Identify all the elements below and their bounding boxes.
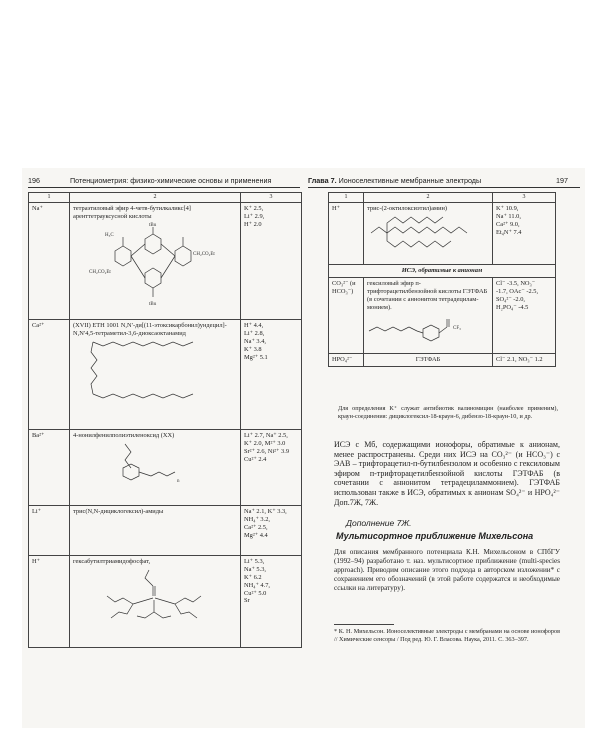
- ionophore-name: гексабутилтриамидофосфат,: [73, 558, 151, 566]
- col-header: 2: [70, 193, 241, 203]
- selectivity-value: K⁺ 6.2: [244, 573, 262, 581]
- selectivity-cell: [241, 320, 302, 430]
- footnote: * К. Н. Михельсон. Ионоселективные электроды с мембранами на основе ионофоров // Химические сенсоры / Под ред. Ю. Г. Власова. Наука, 2011. С. 363–397.: [334, 628, 560, 643]
- addendum-title: Мультисортное приближение Михельсона: [336, 531, 534, 541]
- paragraph: Для описания мембранного потенциала К.Н. Михельсоном в СПбГУ (1992–94) разработано т. наз. мультисортное приближение (multi-species approach). Приводим описание этого подхода в авторском изложении* с сохранением его обозначений (в этой работе содержатся и необходимые ссылки на литературу).: [334, 548, 560, 592]
- ion-cell: Li⁺: [29, 506, 70, 556]
- selectivity-value: Li⁺ 5.3,: [244, 558, 265, 566]
- phosphoramide-structure: [93, 566, 213, 622]
- struct-label: CH₂CO₂Et: [89, 269, 111, 275]
- section-title: ИСЭ, обратимые к анионам: [329, 265, 556, 278]
- ion-cell: H⁺: [329, 203, 364, 265]
- selectivity-value: Et₄N⁺ 7.4: [496, 228, 522, 236]
- table-row: [29, 203, 302, 320]
- table-note: Для определения K⁺ служат антибиотик валиномицин (наиболее применим), краун-соединения: дициклогексил-18-краун-6, дибензо-18-краун-10, и др.: [338, 405, 558, 420]
- gtfab-structure: [367, 311, 487, 343]
- selectivity-value: SO₄²⁻ -2.0,: [496, 295, 525, 303]
- selectivity-value: K⁺ 10.9,: [496, 205, 519, 213]
- struct-label: tBu: [149, 222, 157, 228]
- selectivity-value: Cl⁻ 2.1, NO₃⁻ 1.2: [493, 354, 556, 367]
- footnote-rule: [334, 624, 394, 625]
- ionophore-name: трис(N,N-дициклогексил)-амиды: [70, 506, 241, 556]
- selectivity-value: Mg²⁺ 5.1: [244, 353, 268, 361]
- ionophore-name: ГЭТФАБ: [364, 354, 493, 367]
- selectivity-value: Cl⁻ -3.5, NO₃⁻: [496, 280, 536, 288]
- table-row: [29, 430, 302, 506]
- header-rule: [28, 187, 300, 188]
- selectivity-value: NH₄⁺ 4.7,: [244, 581, 271, 589]
- selectivity-value: Na⁺ 3.4,: [244, 337, 267, 345]
- ionophore-table-left: [28, 192, 302, 648]
- paragraph: ИСЭ с Мб, содержащими ионофоры, обратимые к анионам, менее распространены. Среди них ИСЭ на CO₃²⁻ (и HCO₃⁻) с ЭАВ – трифторацетил-п-бутилбензолом и особенно с гексиловым эфиром п-трифторацетилбензойной кислоты ГЭТФАБ (в сочетании с аннонитом тетрадециламмонием). ГЭТФАБ использован также в ИСЭ, обратимых к анионам SO₄²⁻ и HPO₄²⁻ Доп.7Ж, 7Ж.: [334, 440, 560, 507]
- selectivity-value: Na⁺ 5.3,: [244, 566, 267, 574]
- selectivity-value: H₂PO₄⁻ -4.5: [496, 303, 529, 311]
- table-row: [29, 556, 302, 648]
- table-row: [329, 278, 556, 354]
- ionophore-name: трис-(2-октилоксиэтил)амин): [367, 205, 448, 213]
- eth1001-structure: [73, 338, 233, 400]
- table-header-row: [329, 193, 556, 203]
- ionophore-name: 4-нонилфенилполиэтиленоксид (XX): [73, 432, 175, 440]
- chapter-label: Глава 7.: [308, 176, 337, 185]
- table-header-row: [29, 193, 302, 203]
- right-page: [302, 168, 585, 728]
- right-page-number: 197: [556, 176, 568, 185]
- selectivity-value: Ca²⁺ 9.0,: [496, 220, 520, 228]
- selectivity-value: K⁺ 2.0, M²⁺ 3.0: [244, 440, 286, 448]
- left-running-title: Потенциометрия: физико-химические основы и применения: [70, 176, 272, 185]
- selectivity-value: H⁺ 2.0: [244, 220, 262, 228]
- addendum-label: Дополнение 7Ж.: [346, 518, 412, 528]
- ionophore-cell: [70, 320, 241, 430]
- calixarene-structure: [85, 221, 235, 309]
- ionophore-cell: [70, 203, 241, 320]
- col-header: 2: [364, 193, 493, 203]
- selectivity-value: Li⁺ 2.8,: [244, 330, 265, 338]
- chapter-title: Ионоселективные мембранные электроды: [338, 176, 482, 185]
- selectivity-cell: [241, 203, 302, 320]
- col-header: 3: [241, 193, 302, 203]
- left-page-number: 196: [28, 176, 40, 185]
- table-row: [29, 320, 302, 430]
- ionophore-cell: [70, 556, 241, 648]
- selectivity-value: NH₄⁺ 3.2,: [244, 516, 271, 524]
- ion-cell: HPO₄²⁻: [329, 354, 364, 367]
- table-row: [329, 354, 556, 367]
- selectivity-value: Li⁺ 2.7, Na⁺ 2.5,: [244, 432, 288, 440]
- struct-label: CF₃: [453, 326, 461, 332]
- selectivity-value: Ca²⁺ 2.5,: [244, 523, 268, 531]
- selectivity-value: K⁺ 3.8: [244, 345, 262, 353]
- selectivity-value: Sr: [244, 597, 250, 605]
- selectivity-value: Na⁺ 11.0,: [496, 213, 521, 221]
- trioctyloxyethylamine-structure: [367, 213, 487, 253]
- selectivity-value: -1.7, OAc⁻ -2.5,: [496, 287, 539, 295]
- selectivity-value: Li⁺ 2.9,: [244, 213, 265, 221]
- selectivity-value: Cu²⁺ 2.4: [244, 455, 267, 463]
- table-row: [329, 203, 556, 265]
- col-header: 1: [29, 193, 70, 203]
- ion-cell: Ba²⁺: [29, 430, 70, 506]
- selectivity-cell: [241, 556, 302, 648]
- selectivity-value: Sr²⁺ 2.6, Ni²⁺ 3.9: [244, 447, 290, 455]
- ionophore-cell: [70, 430, 241, 506]
- struct-label: CH₂CO₂Et: [193, 251, 215, 257]
- left-page: [22, 168, 304, 728]
- table-row: [29, 506, 302, 556]
- ion-cell: CO₃²⁻ (и HCO₃⁻): [329, 278, 364, 354]
- ionophore-cell: [364, 203, 493, 265]
- ionophore-name: (XVII) ETH 1001 N,N′-ди[(11-этоксикарбонил)ундецил]-N,N′4,5-тетраметил-3,6-диоксаоктанамид: [73, 322, 227, 338]
- ion-cell: Ca²⁺: [29, 320, 70, 430]
- ion-cell: H⁺: [29, 556, 70, 648]
- struct-label: n: [177, 479, 180, 485]
- selectivity-value: K⁺ 2.5,: [244, 205, 264, 213]
- section-row: [329, 265, 556, 278]
- struct-label: H₃C: [105, 232, 114, 238]
- struct-label: tBu: [149, 301, 157, 307]
- col-header: 1: [329, 193, 364, 203]
- selectivity-cell: [493, 203, 556, 265]
- right-running-title: [308, 176, 481, 185]
- header-rule: [308, 187, 580, 188]
- selectivity-cell: [493, 278, 556, 354]
- ionophore-cell: [364, 278, 493, 354]
- selectivity-value: Na⁺ 2.1, K⁺ 3.3,: [244, 508, 287, 516]
- selectivity-cell: [241, 506, 302, 556]
- selectivity-value: H⁺ 4.4,: [244, 322, 264, 330]
- ion-cell: Na⁺: [29, 203, 70, 320]
- selectivity-value: Mg²⁺ 4.4: [244, 531, 268, 539]
- ionophore-table-right: [328, 192, 556, 367]
- col-header: 3: [493, 193, 556, 203]
- ionophore-name: гексиловый эфир п-трифторацетилбензойной кислоты ГЭТФАБ (в сочетании с аннонитом тетрадецилам-монием).: [367, 280, 488, 311]
- selectivity-cell: [241, 430, 302, 506]
- selectivity-value: Cu²⁺ 5.0: [244, 589, 267, 597]
- ionophore-name: тетраэтиловый эфир 4-четв-бутилкаликс[4] аренттетрауксусной кислоты: [73, 205, 191, 221]
- nonylphenol-structure: [73, 440, 233, 490]
